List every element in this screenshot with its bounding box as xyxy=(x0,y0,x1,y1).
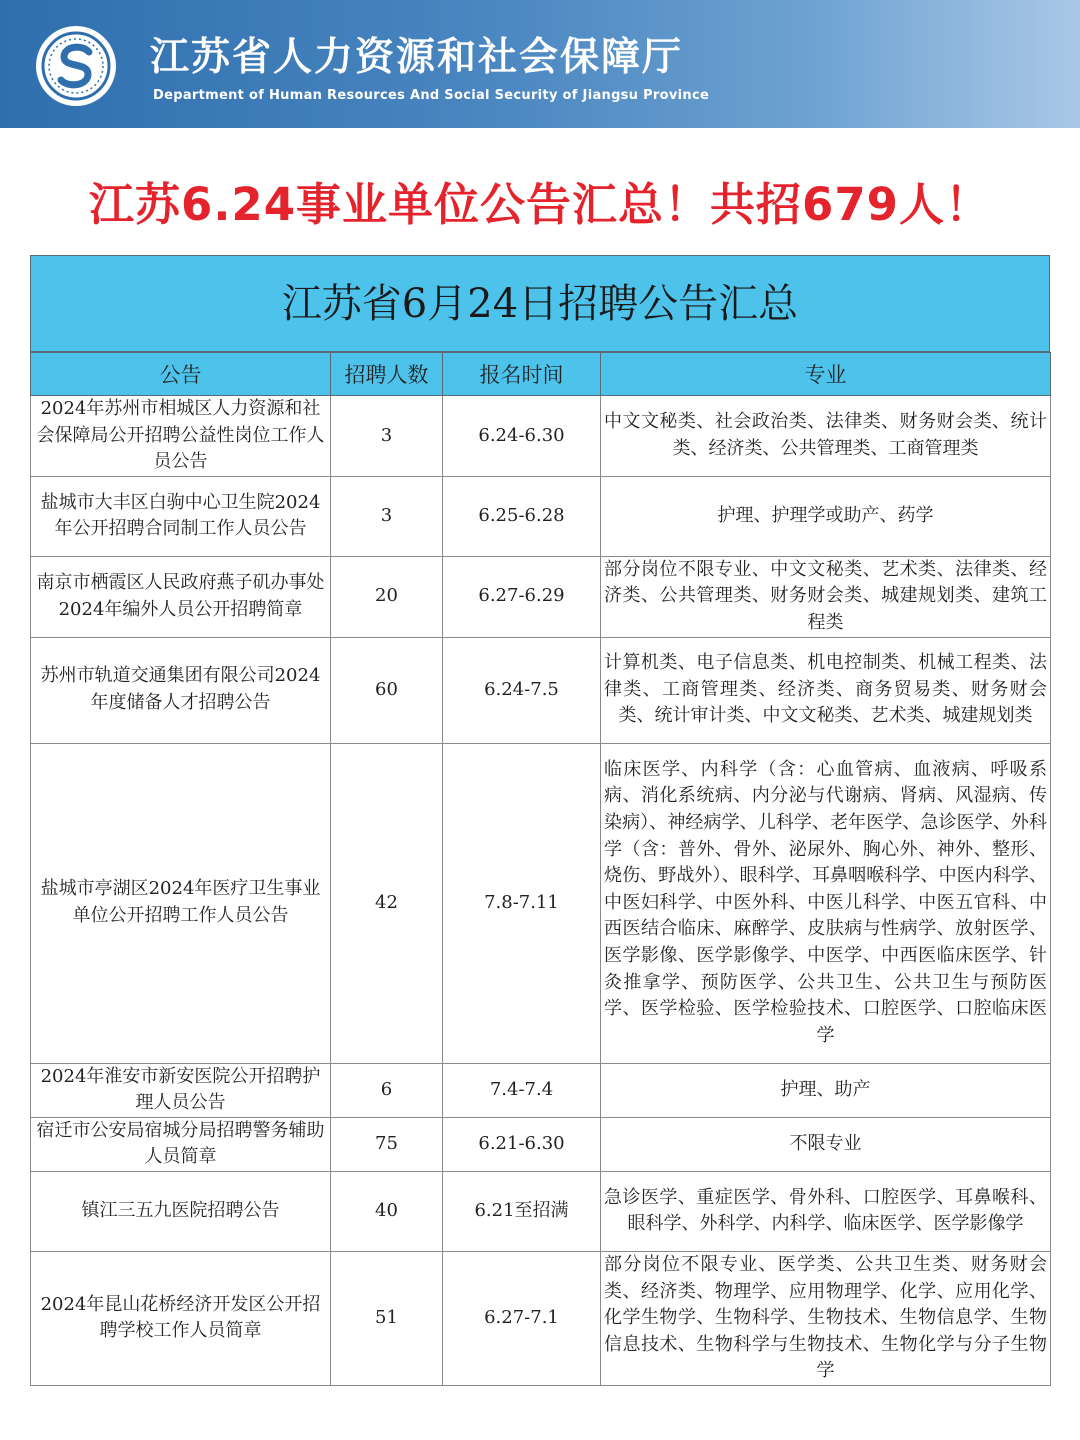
count-cell: 40 xyxy=(331,1171,443,1251)
period-cell: 7.8-7.11 xyxy=(443,743,601,1063)
count-cell: 3 xyxy=(331,476,443,556)
notice-cell: 盐城市大丰区白驹中心卫生院2024年公开招聘合同制工作人员公告 xyxy=(31,476,331,556)
count-cell: 60 xyxy=(331,637,443,743)
notice-cell: 2024年昆山花桥经济开发区公开招聘学校工作人员简章 xyxy=(31,1251,331,1385)
notice-cell: 镇江三五九医院招聘公告 xyxy=(31,1171,331,1251)
column-header-period: 报名时间 xyxy=(443,353,601,396)
period-cell: 6.27-6.29 xyxy=(443,556,601,637)
major-cell: 急诊医学、重症医学、骨外科、口腔医学、耳鼻喉科、眼科学、外科学、内科学、临床医学、医学影像学 xyxy=(601,1171,1051,1251)
period-cell: 6.21-6.30 xyxy=(443,1117,601,1171)
major-cell: 计算机类、电子信息类、机电控制类、机械工程类、法律类、工商管理类、经济类、商务贸易类、财务财会类、统计审计类、中文文秘类、艺术类、城建规划类 xyxy=(601,637,1051,743)
notice-cell: 宿迁市公安局宿城分局招聘警务辅助人员简章 xyxy=(31,1117,331,1171)
table-row xyxy=(31,1063,1051,1117)
table-row xyxy=(31,1251,1051,1385)
major-cell: 部分岗位不限专业、中文文秘类、艺术类、法律类、经济类、公共管理类、财务财会类、城建规划类、建筑工程类 xyxy=(601,556,1051,637)
org-name: 江苏省人力资源和社会保障厅 xyxy=(150,35,684,80)
table-row xyxy=(31,1117,1051,1171)
count-cell: 42 xyxy=(331,743,443,1063)
column-header-count: 招聘人数 xyxy=(331,353,443,396)
count-cell: 75 xyxy=(331,1117,443,1171)
hrss-logo-icon xyxy=(34,24,118,108)
table-row xyxy=(31,1171,1051,1251)
notice-cell: 南京市栖霞区人民政府燕子矶办事处2024年编外人员公开招聘简章 xyxy=(31,556,331,637)
org-name-english: Department of Human Resources And Social Security of Jiangsu Province xyxy=(153,88,710,103)
table-row xyxy=(31,637,1051,743)
count-cell: 20 xyxy=(331,556,443,637)
table-row xyxy=(31,396,1051,477)
count-cell: 3 xyxy=(331,396,443,477)
notice-cell: 苏州市轨道交通集团有限公司2024年度储备人才招聘公告 xyxy=(31,637,331,743)
column-header-notice: 公告 xyxy=(31,353,331,396)
major-cell: 护理、护理学或助产、药学 xyxy=(601,476,1051,556)
count-cell: 6 xyxy=(331,1063,443,1117)
period-cell: 6.24-7.5 xyxy=(443,637,601,743)
period-cell: 6.25-6.28 xyxy=(443,476,601,556)
major-cell: 临床医学、内科学（含：心血管病、血液病、呼吸系病、消化系统病、内分泌与代谢病、肾病、风湿病、传染病）、神经病学、儿科学、老年医学、急诊医学、外科学（含：普外、骨外、泌尿外、胸心外、神外、整形、烧伤、野战外）、眼科学、耳鼻咽喉科学、中医内科学、中医妇科学、中医外科、中医儿科学、中医五官科、中西医结合临床、麻醉学、皮肤病与性病学、放射医学、医学影像、医学影像学、中医学、中西医临床医学、针灸推拿学、预防医学、公共卫生、公共卫生与预防医学、医学检验、医学检验技术、口腔医学、口腔临床医学 xyxy=(601,743,1051,1063)
header-banner xyxy=(0,0,1080,128)
major-cell: 中文文秘类、社会政治类、法律类、财务财会类、统计类、经济类、公共管理类、工商管理类 xyxy=(601,396,1051,477)
period-cell: 6.27-7.1 xyxy=(443,1251,601,1385)
table-row xyxy=(31,743,1051,1063)
column-header-major: 专业 xyxy=(601,353,1051,396)
major-cell: 护理、助产 xyxy=(601,1063,1051,1117)
major-cell: 不限专业 xyxy=(601,1117,1051,1171)
count-cell: 51 xyxy=(331,1251,443,1385)
table-row xyxy=(31,476,1051,556)
notice-cell: 2024年苏州市相城区人力资源和社会保障局公开招聘公益性岗位工作人员公告 xyxy=(31,396,331,477)
notice-cell: 盐城市亭湖区2024年医疗卫生事业单位公开招聘工作人员公告 xyxy=(31,743,331,1063)
table-title: 江苏省6月24日招聘公告汇总 xyxy=(30,255,1050,352)
period-cell: 7.4-7.4 xyxy=(443,1063,601,1117)
headline: 江苏6.24事业单位公告汇总！共招679人！ xyxy=(89,178,991,231)
recruitment-table xyxy=(30,352,1051,1386)
period-cell: 6.21至招满 xyxy=(443,1171,601,1251)
recruitment-table-container xyxy=(30,255,1050,1386)
major-cell: 部分岗位不限专业、医学类、公共卫生类、财务财会类、经济类、物理学、应用物理学、化学、应用化学、化学生物学、生物科学、生物技术、生物信息学、生物信息技术、生物科学与生物技术、生物化学与分子生物学 xyxy=(601,1251,1051,1385)
notice-cell: 2024年淮安市新安医院公开招聘护理人员公告 xyxy=(31,1063,331,1117)
table-row xyxy=(31,556,1051,637)
period-cell: 6.24-6.30 xyxy=(443,396,601,477)
table-header-row xyxy=(31,353,1051,396)
